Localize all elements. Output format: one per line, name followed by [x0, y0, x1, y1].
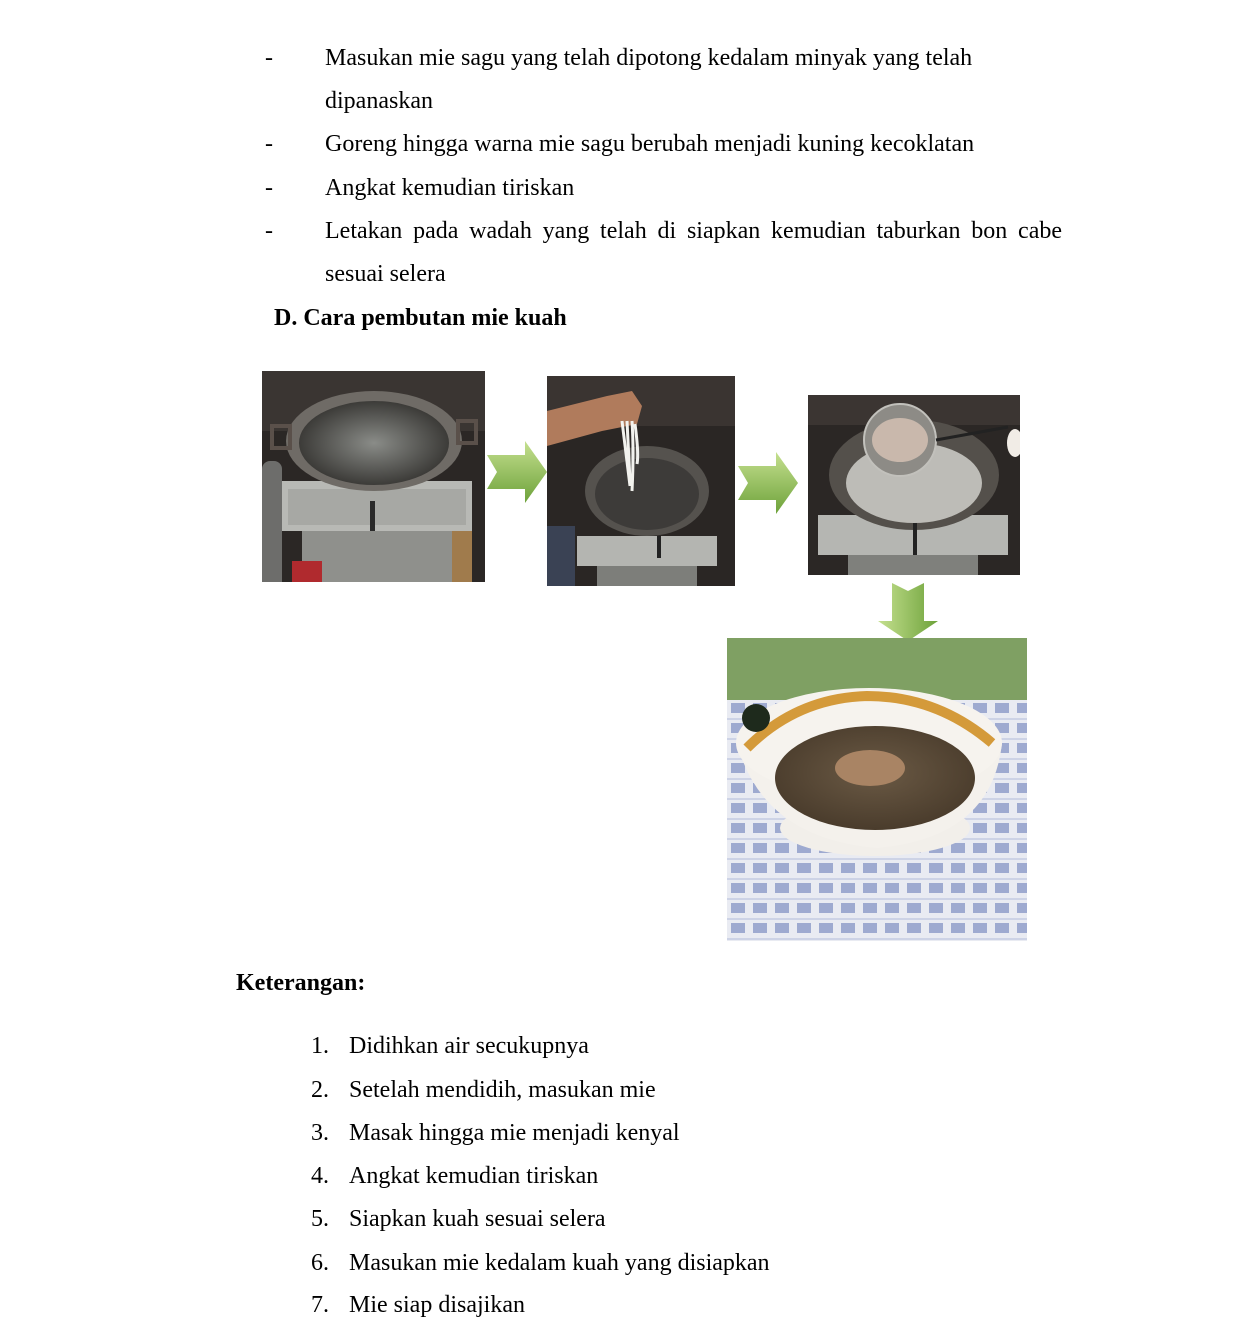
photo-draining-noodles	[808, 395, 1020, 575]
bullet-text: Letakan pada wadah yang telah di siapkan kemudian taburkan bon cabe	[325, 218, 1062, 244]
list-number: 4.	[311, 1163, 329, 1189]
list-number: 2.	[311, 1077, 329, 1103]
photo-adding-noodles	[547, 376, 735, 586]
bullet-text: Masukan mie sagu yang telah dipotong kedalam minyak yang telah	[325, 45, 973, 71]
list-number: 6.	[311, 1250, 329, 1276]
list-number: 1.	[311, 1033, 329, 1059]
list-item: Masukan mie kedalam kuah yang disiapkan	[349, 1250, 770, 1276]
bullet-marker: -	[265, 131, 273, 157]
keterangan-title: Keterangan:	[236, 970, 366, 996]
list-number: 7.	[311, 1292, 329, 1318]
bullet-text-continued: sesuai selera	[325, 261, 446, 287]
list-item: Setelah mendidih, masukan mie	[349, 1077, 656, 1103]
list-number: 5.	[311, 1206, 329, 1232]
arrow-right-icon	[487, 441, 547, 503]
list-item: Siapkan kuah sesuai selera	[349, 1206, 606, 1232]
bullet-marker: -	[265, 175, 273, 201]
photo-served-soup	[727, 638, 1027, 941]
photo-boiling-water	[262, 371, 485, 582]
list-item: Mie siap disajikan	[349, 1292, 525, 1318]
section-heading: D. Cara pembutan mie kuah	[274, 305, 567, 331]
bullet-text: Angkat kemudian tiriskan	[325, 175, 575, 201]
list-item: Didihkan air secukupnya	[349, 1033, 589, 1059]
bullet-text-continued: dipanaskan	[325, 88, 433, 114]
arrow-down-icon	[878, 583, 938, 641]
arrow-right-icon	[738, 452, 798, 514]
list-item: Angkat kemudian tiriskan	[349, 1163, 599, 1189]
list-item: Masak hingga mie menjadi kenyal	[349, 1120, 680, 1146]
bullet-text: Goreng hingga warna mie sagu berubah menjadi kuning kecoklatan	[325, 131, 975, 157]
list-number: 3.	[311, 1120, 329, 1146]
bullet-marker: -	[265, 45, 273, 71]
bullet-marker: -	[265, 218, 273, 244]
